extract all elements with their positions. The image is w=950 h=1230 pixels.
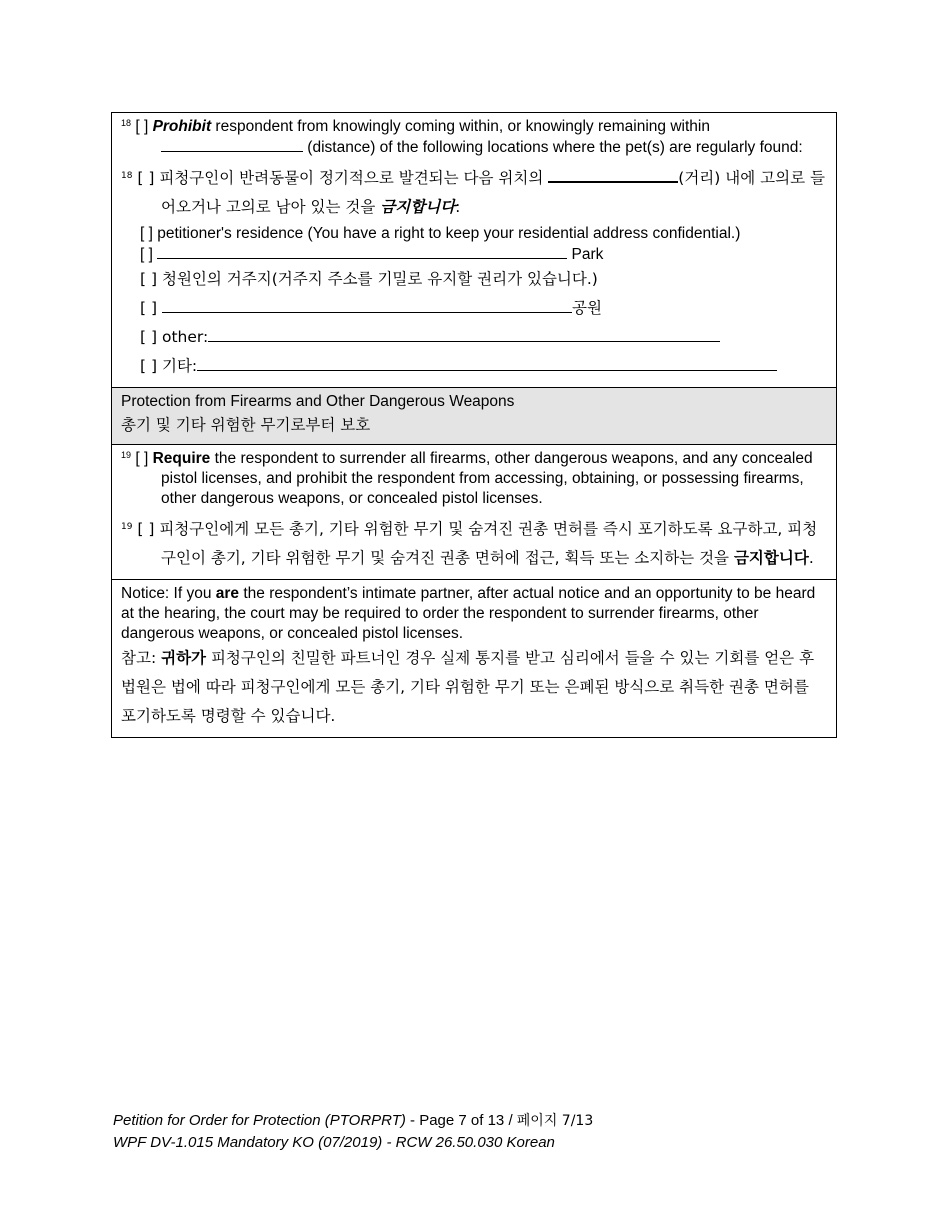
item-19-korean [121,515,827,573]
item-18-checkbox[interactable]: [ ] [135,118,149,135]
notice-prefix-ko: 참고: [121,649,162,667]
item-18-text-2: (distance) of the following locations where the pet(s) are regularly found: [303,139,803,156]
firearms-section-header [112,388,836,445]
option-residence [121,224,827,244]
item-18-checkbox-ko[interactable]: [ ] [137,169,155,187]
item-19-ko-text: 피청구인에게 모든 총기, 기타 위험한 무기 및 숨겨진 권총 면허를 즉시 포기하도록 요구하고, 피청구인이 총기, 기타 위험한 무기 및 숨겨진 권총 면허에 접근, 획득 또는 소지하는 것을 [159,520,818,567]
distance-blank-ko[interactable] [548,165,678,183]
footer-page: - Page 7 of 13 / [405,1112,517,1129]
notice-text: the respondent’s intimate partner, after actual notice and an opportunity to be heard at the hearing, the court may be required to order the respondent to surrender firearms, other dangerous weapons, or concealed pistol licenses. [121,585,816,642]
item-19-number: 19 [121,450,132,460]
option-park-ko [121,294,827,323]
item-18-text-1: respondent from knowingly coming within, or knowingly remaining within [211,118,710,135]
footer-page-ko: 페이지 7/13 [516,1113,594,1129]
option-residence-label: petitioner's residence (You have a right to keep your residential address confidential.) [157,225,741,242]
option-park [121,244,827,265]
option-residence-checkbox[interactable]: [ ] [140,225,153,242]
option-other-checkbox[interactable]: [ ] [140,328,158,346]
footer-line-2: WPF DV-1.015 Mandatory KO (07/2019) - RCW 26.50.030 Korean [113,1134,555,1151]
footer-line-1 [113,1110,593,1132]
prohibit-keyword: Prohibit [152,118,212,135]
prohibit-keyword-ko: 금지합니다 [380,198,456,216]
item-18-section [112,113,836,388]
notice-text-ko: 피청구인의 친밀한 파트너인 경우 실제 통지를 받고 심리에서 들을 수 있는 기회를 얻은 후 법원은 법에 따라 피청구인에게 모든 총기, 기타 위험한 무기 또는 은폐된 방식으로 취득한 권총 면허를 포기하도록 명령할 수 있습니다. [121,649,815,725]
option-other-label-ko: 기타: [161,357,198,375]
option-park-label-ko: 공원 [571,299,602,317]
firearms-header-ko: 총기 및 기타 위험한 무기로부터 보호 [121,416,371,434]
option-residence-label-ko: 청원인의 거주지(거주지 주소를 기밀로 유지할 권리가 있습니다.) [161,270,598,288]
item-19-checkbox[interactable]: [ ] [135,450,149,467]
notice-english [121,584,827,644]
item-18-number: 18 [121,118,132,128]
item-18-ko-text-1: 피청구인이 반려동물이 정기적으로 발견되는 다음 위치의 [159,169,549,187]
item-19-checkbox-ko[interactable]: [ ] [137,520,155,538]
form-table [111,112,837,738]
other-blank[interactable] [208,327,720,342]
item-19-ko-end: . [808,549,814,567]
park-name-blank[interactable] [157,244,567,259]
option-other-checkbox-ko[interactable]: [ ] [140,357,158,375]
item-19-english [121,449,827,509]
item-18-english [121,117,827,158]
park-name-blank-ko[interactable] [162,298,572,313]
option-residence-checkbox-ko[interactable]: [ ] [140,270,158,288]
option-park-checkbox-ko[interactable]: [ ] [140,299,158,317]
other-blank-ko[interactable] [197,356,777,371]
option-residence-ko [121,265,827,294]
option-park-checkbox[interactable]: [ ] [140,246,153,263]
item-19-number-ko: 19 [121,522,133,532]
prohibit-keyword-19-ko: 금지합니다 [733,549,809,567]
page-footer [113,1110,593,1153]
footer-form-title: Petition for Order for Protection (PTORPRT) [113,1112,406,1129]
firearms-header-en: Protection from Firearms and Other Dangerous Weapons [121,393,515,410]
item-18-ko-text-2: (거리) 내에 고의로 들어오거나 고의로 남아 있는 것을 [161,169,825,216]
notice-prefix: Notice: If you [121,585,216,602]
require-keyword: Require [152,450,211,467]
distance-blank[interactable] [161,137,303,152]
notice-section [112,580,836,737]
option-park-label: Park [571,246,604,263]
item-18-number-ko: 18 [121,171,133,181]
notice-korean [121,644,827,731]
option-other-label: other: [161,328,209,346]
item-18-ko-colon: : [455,198,461,216]
item-19-section [112,445,836,580]
item-18-korean [121,164,827,222]
option-other-ko [121,352,827,381]
notice-bold-ko: 귀하가 [161,649,207,667]
notice-are: are [215,585,240,602]
option-other [121,323,827,352]
item-19-text: the respondent to surrender all firearms, other dangerous weapons, and any concealed pistol licenses, and prohibit the respondent from accessing, obtaining, or possessing firearms, other dangerous weapons, or concealed pistol licenses. [161,450,813,507]
